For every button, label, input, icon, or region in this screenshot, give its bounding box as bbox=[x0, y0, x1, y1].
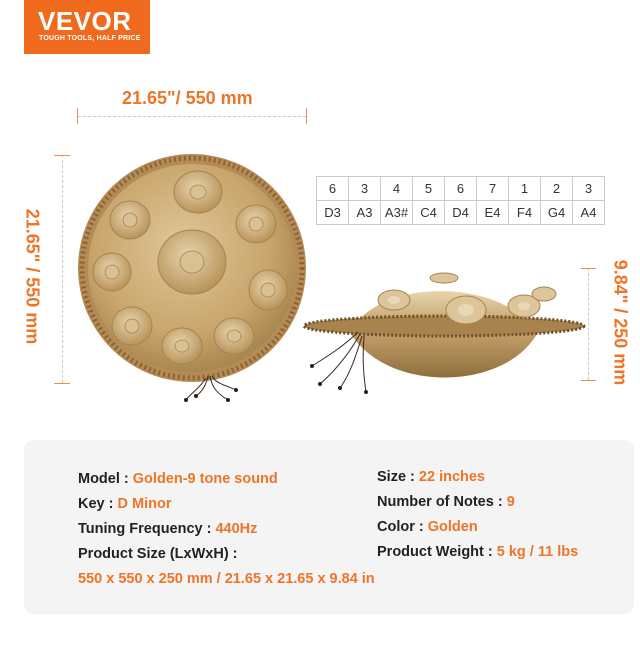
brand-tagline: TOUGH TOOLS, HALF PRICE bbox=[39, 35, 141, 42]
brand-name: VEVOR bbox=[38, 6, 132, 36]
note-name: D3 bbox=[317, 201, 349, 225]
spec-value: Golden bbox=[427, 519, 478, 535]
note-name: G4 bbox=[541, 201, 573, 225]
spec-number-of-notes bbox=[377, 494, 515, 510]
note-name: A3 bbox=[349, 201, 381, 225]
height-tick-top bbox=[54, 155, 70, 156]
handpan-top-view bbox=[78, 154, 308, 414]
spec-value: Golden-9 tone sound bbox=[132, 471, 278, 487]
brand-logo bbox=[24, 0, 150, 54]
spec-label: Product Size (LxWxH) : bbox=[78, 546, 238, 562]
width-tick-right bbox=[306, 108, 307, 124]
note-name: E4 bbox=[477, 201, 509, 225]
spec-label: Key : bbox=[78, 496, 118, 512]
spec-value: 5 kg / 11 lbs bbox=[496, 544, 579, 560]
height-dimension-label: 21.65" / 550 mm bbox=[22, 208, 43, 345]
spec-product-size-value bbox=[78, 571, 375, 587]
note-number: 6 bbox=[317, 177, 349, 201]
spec-tuning-frequency bbox=[78, 521, 257, 537]
spec-label: Model : bbox=[78, 471, 133, 487]
width-dimension-label: 21.65"/ 550 mm bbox=[122, 88, 253, 108]
spec-color bbox=[377, 519, 478, 535]
width-tick-left bbox=[77, 108, 78, 124]
note-name: C4 bbox=[413, 201, 445, 225]
note-number: 5 bbox=[413, 177, 445, 201]
spec-model bbox=[78, 471, 278, 487]
spec-value: D Minor bbox=[117, 496, 172, 512]
spec-value: 440Hz bbox=[215, 521, 258, 537]
spec-label: Size : bbox=[377, 469, 419, 485]
spec-label: Number of Notes : bbox=[377, 494, 507, 510]
note-name: D4 bbox=[445, 201, 477, 225]
spec-value: 22 inches bbox=[418, 469, 485, 485]
handpan-side-view bbox=[300, 266, 590, 406]
spec-label: Product Weight : bbox=[377, 544, 497, 560]
note-number: 4 bbox=[381, 177, 413, 201]
note-name: A3# bbox=[381, 201, 413, 225]
note-name: A4 bbox=[573, 201, 605, 225]
note-name: F4 bbox=[509, 201, 541, 225]
notes-table bbox=[316, 176, 605, 225]
spec-value: 9 bbox=[506, 494, 515, 510]
note-number: 7 bbox=[477, 177, 509, 201]
spec-size bbox=[377, 469, 485, 485]
spec-key bbox=[78, 496, 171, 512]
spec-value: 550 x 550 x 250 mm / 21.65 x 21.65 x 9.84 in bbox=[78, 571, 375, 587]
notes-number-row bbox=[317, 177, 605, 201]
spec-product-size bbox=[78, 546, 238, 562]
notes-name-row bbox=[317, 201, 605, 225]
note-number: 3 bbox=[573, 177, 605, 201]
depth-dimension-label: 9.84" / 250 mm bbox=[610, 259, 631, 386]
height-tick-bottom bbox=[54, 383, 70, 384]
note-number: 3 bbox=[349, 177, 381, 201]
spec-label: Color : bbox=[377, 519, 428, 535]
width-dimension-line bbox=[78, 116, 306, 117]
note-number: 1 bbox=[509, 177, 541, 201]
height-dimension-line bbox=[62, 155, 63, 383]
note-number: 2 bbox=[541, 177, 573, 201]
spec-product-weight bbox=[377, 544, 578, 560]
note-number: 6 bbox=[445, 177, 477, 201]
spec-label: Tuning Frequency : bbox=[78, 521, 216, 537]
